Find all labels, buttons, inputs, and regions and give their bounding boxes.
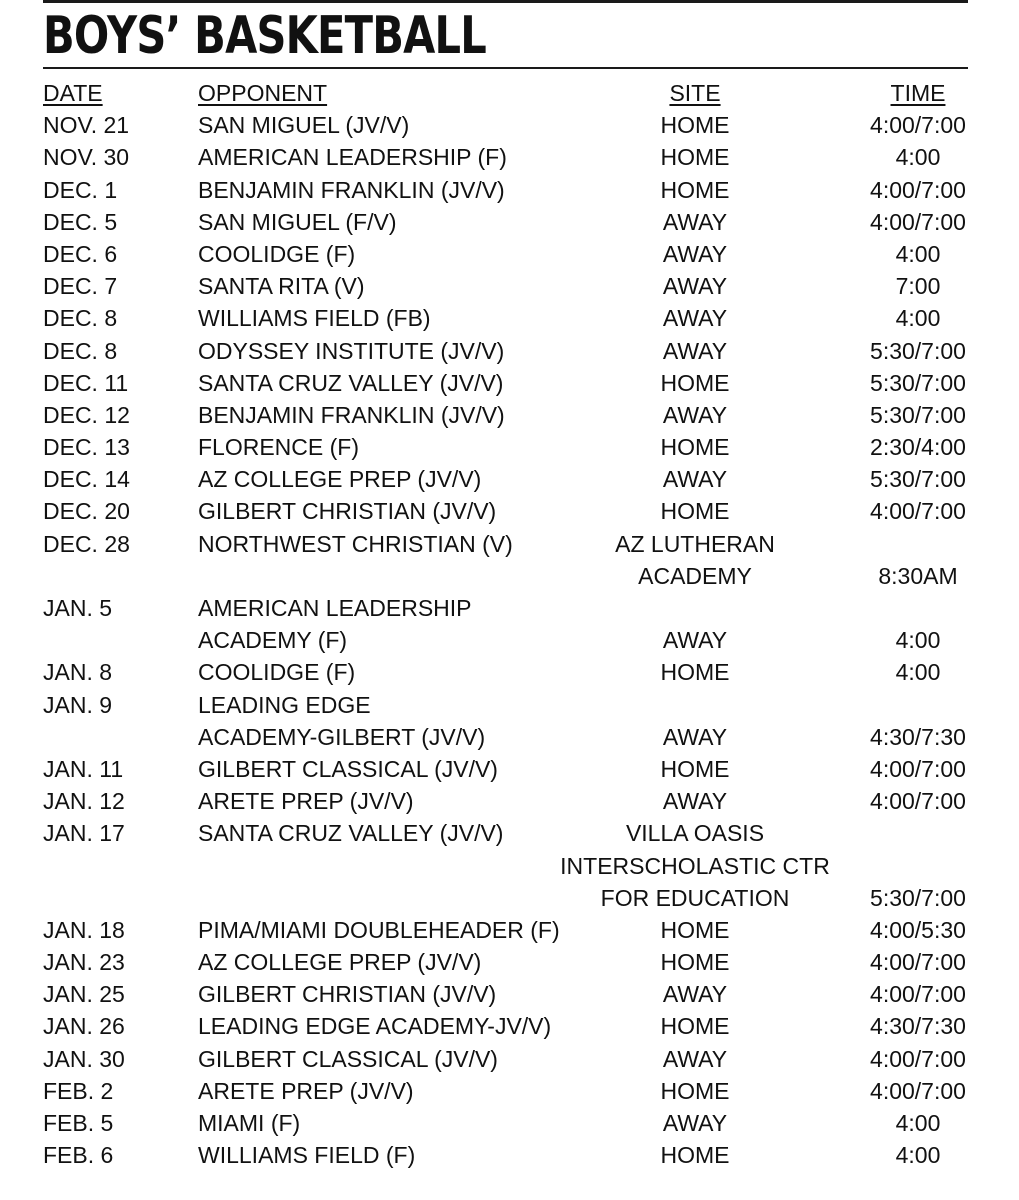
site-cell: AWAY bbox=[662, 981, 728, 1008]
time-cell: 5:30/7:00 bbox=[870, 466, 966, 493]
date-cell: FEB. 6 bbox=[43, 1142, 114, 1169]
opponent-cell: FLORENCE (F) bbox=[198, 434, 359, 461]
site-cell: AWAY bbox=[662, 273, 728, 300]
site-cell: HOME bbox=[660, 369, 730, 396]
date-cell: FEB. 5 bbox=[43, 1110, 114, 1136]
schedule-row bbox=[0, 946, 1019, 978]
date-cell: DEC. 8 bbox=[43, 305, 118, 332]
site-cell: AWAY bbox=[662, 401, 728, 428]
schedule-row bbox=[0, 1043, 1019, 1075]
site-cell: HOME bbox=[660, 144, 730, 171]
time-cell: 4:00/7:00 bbox=[870, 788, 966, 815]
site-cell: AWAY bbox=[662, 240, 728, 267]
opponent-cell: WILLIAMS FIELD (FB) bbox=[198, 305, 431, 332]
date-cell: JAN. 18 bbox=[43, 916, 125, 943]
time-cell: 4:00/7:00 bbox=[870, 755, 966, 782]
date-cell: DEC. 13 bbox=[43, 434, 130, 461]
schedule-row bbox=[0, 238, 1019, 270]
date-cell: DEC. 14 bbox=[43, 466, 130, 493]
schedule-row bbox=[0, 495, 1019, 527]
date-column-header: DATE bbox=[43, 80, 103, 106]
schedule-header-row bbox=[0, 77, 1019, 109]
date-cell: DEC. 28 bbox=[43, 530, 130, 557]
opponent-cell: SANTA CRUZ VALLEY (JV/V) bbox=[198, 820, 504, 847]
opponent-cell: BENJAMIN FRANKLIN (JV/V) bbox=[198, 401, 505, 428]
time-cell: 4:00 bbox=[895, 1142, 941, 1169]
site-cell: HOME bbox=[660, 1013, 730, 1040]
time-cell: 4:00/7:00 bbox=[870, 1045, 966, 1072]
schedule-row bbox=[0, 656, 1019, 688]
opponent-cell: WILLIAMS FIELD (F) bbox=[198, 1142, 416, 1169]
date-cell: NOV. 21 bbox=[43, 112, 130, 139]
site-cell: AWAY bbox=[662, 305, 728, 332]
time-cell: 8:30AM bbox=[878, 562, 958, 589]
date-cell: JAN. 9 bbox=[43, 691, 113, 718]
date-cell: DEC. 20 bbox=[43, 498, 130, 525]
time-cell: 5:30/7:00 bbox=[870, 337, 966, 364]
date-cell: JAN. 17 bbox=[43, 820, 125, 847]
opponent-cell: GILBERT CLASSICAL (JV/V) bbox=[198, 1045, 498, 1072]
schedule-row bbox=[0, 431, 1019, 463]
opponent-cell: ACADEMY (F) bbox=[198, 627, 348, 654]
schedule-row bbox=[0, 302, 1019, 334]
schedule-row bbox=[0, 109, 1019, 141]
opponent-cell: GILBERT CHRISTIAN (JV/V) bbox=[198, 981, 497, 1008]
opponent-cell: AZ COLLEGE PREP (JV/V) bbox=[198, 466, 482, 493]
time-cell: 2:30/4:00 bbox=[870, 434, 966, 461]
schedule-rows bbox=[0, 109, 1019, 1171]
opponent-cell: SAN MIGUEL (F/V) bbox=[198, 208, 397, 235]
site-cell: HOME bbox=[660, 176, 730, 203]
schedule-row bbox=[0, 785, 1019, 817]
schedule-row bbox=[0, 978, 1019, 1010]
opponent-cell: AMERICAN LEADERSHIP (F) bbox=[198, 144, 507, 171]
date-cell: DEC. 7 bbox=[43, 273, 118, 300]
opponent-cell: ARETE PREP (JV/V) bbox=[198, 1077, 414, 1104]
schedule-row bbox=[0, 1075, 1019, 1107]
time-cell: 5:30/7:00 bbox=[870, 369, 966, 396]
site-cell: HOME bbox=[660, 949, 730, 976]
time-cell: 4:00 bbox=[895, 659, 941, 686]
date-cell: DEC. 5 bbox=[43, 208, 118, 235]
time-cell: 4:00 bbox=[895, 144, 941, 171]
site-cell: HOME bbox=[660, 434, 730, 461]
schedule-row bbox=[0, 206, 1019, 238]
site-cell: HOME bbox=[660, 916, 730, 943]
time-cell: 4:00 bbox=[895, 240, 941, 267]
time-column-header: TIME bbox=[890, 80, 946, 106]
site-cell: AWAY bbox=[662, 208, 728, 235]
date-cell: JAN. 26 bbox=[43, 1013, 125, 1040]
site-cell: AWAY bbox=[662, 627, 728, 654]
schedule-row bbox=[0, 850, 1019, 882]
schedule-row bbox=[0, 174, 1019, 206]
schedule-row bbox=[0, 1107, 1019, 1139]
site-cell: VILLA OASIS bbox=[625, 820, 765, 847]
schedule-row bbox=[0, 335, 1019, 367]
opponent-column-header: OPPONENT bbox=[198, 80, 328, 106]
date-cell: JAN. 8 bbox=[43, 659, 113, 686]
date-cell: DEC. 6 bbox=[43, 240, 118, 267]
time-cell: 4:00 bbox=[895, 305, 941, 332]
opponent-cell: ODYSSEY INSTITUTE (JV/V) bbox=[198, 337, 505, 364]
page-title: BOYS’ BASKETBALL bbox=[43, 6, 486, 66]
date-cell: JAN. 23 bbox=[43, 949, 125, 976]
opponent-cell: LEADING EDGE bbox=[198, 691, 371, 718]
opponent-cell: NORTHWEST CHRISTIAN (V) bbox=[198, 530, 513, 557]
schedule-row bbox=[0, 367, 1019, 399]
schedule-row bbox=[0, 817, 1019, 849]
schedule-row bbox=[0, 1139, 1019, 1171]
top-rule bbox=[43, 0, 968, 3]
site-cell: AWAY bbox=[662, 788, 728, 815]
opponent-cell: SAN MIGUEL (JV/V) bbox=[198, 112, 410, 139]
opponent-cell: GILBERT CLASSICAL (JV/V) bbox=[198, 755, 498, 782]
site-cell: AWAY bbox=[662, 337, 728, 364]
schedule-row bbox=[0, 528, 1019, 560]
site-cell: AWAY bbox=[662, 1045, 728, 1072]
site-cell: HOME bbox=[660, 1142, 730, 1169]
date-cell: DEC. 12 bbox=[43, 401, 130, 428]
opponent-cell: ACADEMY-GILBERT (JV/V) bbox=[198, 723, 486, 750]
opponent-cell: BENJAMIN FRANKLIN (JV/V) bbox=[198, 176, 505, 203]
opponent-cell: AZ COLLEGE PREP (JV/V) bbox=[198, 949, 482, 976]
date-cell: DEC. 8 bbox=[43, 337, 118, 364]
site-cell: AZ LUTHERAN bbox=[615, 530, 775, 557]
site-cell: HOME bbox=[660, 112, 730, 139]
date-cell: JAN. 5 bbox=[43, 595, 113, 621]
time-cell: 5:30/7:00 bbox=[870, 884, 966, 911]
opponent-cell: SANTA RITA (V) bbox=[198, 273, 365, 300]
schedule-row bbox=[0, 882, 1019, 914]
site-cell: HOME bbox=[660, 1077, 730, 1104]
opponent-cell: GILBERT CHRISTIAN (JV/V) bbox=[198, 498, 497, 525]
site-cell: HOME bbox=[660, 498, 730, 525]
site-cell: AWAY bbox=[662, 1110, 728, 1136]
time-cell: 4:00/7:00 bbox=[870, 949, 966, 976]
schedule-row bbox=[0, 141, 1019, 173]
schedule-row bbox=[0, 753, 1019, 785]
opponent-cell: AMERICAN LEADERSHIP bbox=[198, 595, 472, 621]
schedule-row bbox=[0, 463, 1019, 495]
schedule-row bbox=[0, 592, 1019, 624]
site-cell: ACADEMY bbox=[638, 562, 752, 589]
opponent-cell: COOLIDGE (F) bbox=[198, 240, 356, 267]
time-cell: 4:00/7:00 bbox=[870, 1077, 966, 1104]
site-cell: AWAY bbox=[662, 466, 728, 493]
opponent-cell: LEADING EDGE ACADEMY-JV/V) bbox=[198, 1013, 552, 1040]
site-cell: FOR EDUCATION bbox=[600, 884, 790, 911]
time-cell: 4:00/7:00 bbox=[870, 981, 966, 1008]
opponent-cell: PIMA/MIAMI DOUBLEHEADER (F) bbox=[198, 916, 560, 943]
schedule-row bbox=[0, 689, 1019, 721]
date-cell: JAN. 30 bbox=[43, 1045, 125, 1072]
date-cell: JAN. 25 bbox=[43, 981, 125, 1008]
schedule-row bbox=[0, 399, 1019, 431]
time-cell: 4:00/7:00 bbox=[870, 176, 966, 203]
schedule-row bbox=[0, 270, 1019, 302]
schedule-row bbox=[0, 1010, 1019, 1042]
date-cell: JAN. 11 bbox=[43, 755, 124, 782]
time-cell: 4:00 bbox=[895, 627, 941, 654]
time-cell: 7:00 bbox=[895, 273, 941, 300]
time-cell: 4:30/7:30 bbox=[870, 723, 966, 750]
opponent-cell: MIAMI (F) bbox=[198, 1110, 301, 1136]
site-cell: AWAY bbox=[662, 723, 728, 750]
opponent-cell: SANTA CRUZ VALLEY (JV/V) bbox=[198, 369, 504, 396]
site-cell: HOME bbox=[660, 659, 730, 686]
time-cell: 4:00/7:00 bbox=[870, 112, 966, 139]
date-cell: JAN. 12 bbox=[43, 788, 125, 815]
schedule-row bbox=[0, 914, 1019, 946]
opponent-cell: ARETE PREP (JV/V) bbox=[198, 788, 414, 815]
site-cell: INTERSCHOLASTIC CTR bbox=[560, 852, 830, 879]
schedule-row bbox=[0, 721, 1019, 753]
date-cell: DEC. 11 bbox=[43, 369, 129, 396]
schedule-table bbox=[0, 77, 1019, 1171]
site-column-header: SITE bbox=[669, 80, 721, 106]
time-cell: 4:00/5:30 bbox=[870, 916, 966, 943]
time-cell: 4:00/7:00 bbox=[870, 498, 966, 525]
opponent-cell: COOLIDGE (F) bbox=[198, 659, 356, 686]
time-cell: 4:00 bbox=[895, 1110, 941, 1136]
date-cell: FEB. 2 bbox=[43, 1077, 114, 1104]
schedule-row bbox=[0, 560, 1019, 592]
title-rule bbox=[43, 67, 968, 69]
time-cell: 4:00/7:00 bbox=[870, 208, 966, 235]
time-cell: 4:30/7:30 bbox=[870, 1013, 966, 1040]
time-cell: 5:30/7:00 bbox=[870, 401, 966, 428]
schedule-row bbox=[0, 624, 1019, 656]
date-cell: DEC. 1 bbox=[43, 176, 118, 203]
date-cell: NOV. 30 bbox=[43, 144, 130, 171]
site-cell: HOME bbox=[660, 755, 730, 782]
